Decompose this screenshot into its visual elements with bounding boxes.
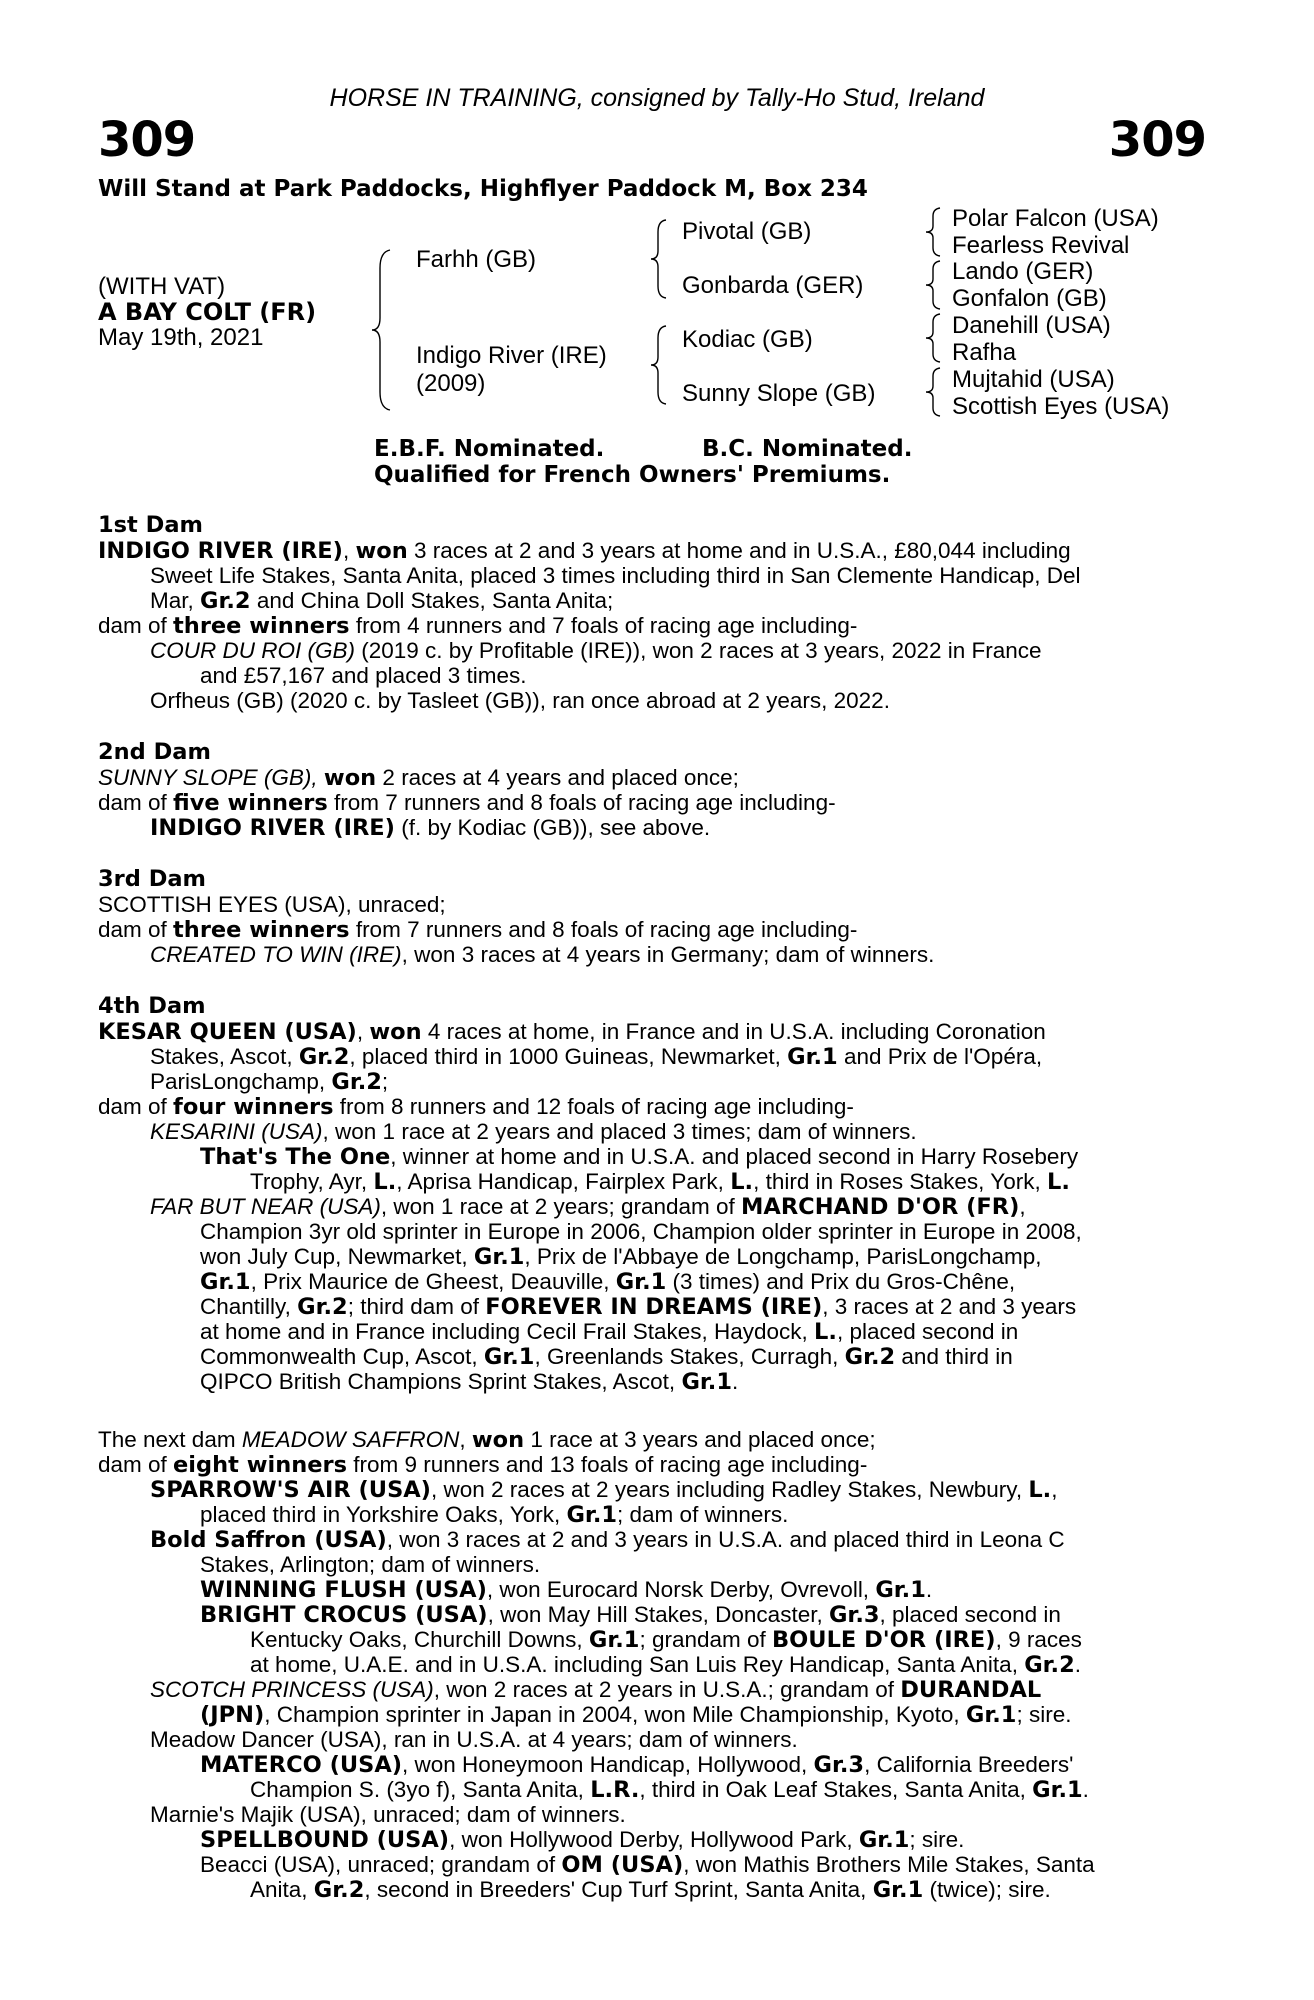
progeny-line: QIPCO British Champions Sprint Stakes, Ascot, Gr.1. [200,1369,739,1395]
progeny-line: SCOTCH PRINCESS (USA), won 2 races at 2 years in U.S.A.; grandam of DURANDAL [150,1677,1042,1703]
progeny-line: SPARROW'S AIR (USA), won 2 races at 2 years including Radley Stakes, Newbury, L., [150,1477,1058,1503]
main-brace [368,248,398,412]
progeny-line: and £57,167 and placed 3 times. [200,663,527,688]
progeny-line: Chantilly, Gr.2; third dam of FOREVER IN DREAMS (IRE), 3 races at 2 and 3 years [200,1294,1077,1320]
ebf-nomination: E.B.F. Nominated. [374,436,605,462]
progeny-line: KESARINI (USA), won 1 race at 2 years and placed 3 times; dam of winners. [150,1119,917,1144]
progeny-line: SPELLBOUND (USA), won Hollywood Derby, Hollywood Park, Gr.1; sire. [200,1827,965,1853]
section-heading: 1st Dam [98,512,203,538]
horse-name: A BAY COLT (FR) [98,298,317,326]
dam-name: Indigo River (IRE) [416,342,607,369]
dam-line: dam of eight winners from 9 runners and 13 foals of racing age including- [98,1452,868,1478]
progeny-line: Orfheus (GB) (2020 c. by Tasleet (GB)), ran once abroad at 2 years, 2022. [150,688,890,713]
progeny-line: INDIGO RIVER (IRE) (f. by Kodiac (GB)), see above. [150,815,711,841]
dam-year: (2009) [416,370,486,397]
progeny-line: MATERCO (USA), won Honeymoon Handicap, Hollywood, Gr.3, California Breeders' [200,1752,1074,1778]
grand-ancestor-1: Polar Falcon (USA) [952,205,1159,232]
progeny-line: Champion 3yr old sprinter in Europe in 2006, Champion older sprinter in Europe in 2008, [200,1219,1082,1244]
progeny-line: Kentucky Oaks, Churchill Downs, Gr.1; grandam of BOULE D'OR (IRE), 9 races [250,1627,1082,1653]
progeny-line: won July Cup, Newmarket, Gr.1, Prix de l'Abbaye de Longchamp, ParisLongchamp, [200,1244,1042,1270]
dam-line: The next dam MEADOW SAFFRON, won 1 race at 3 years and placed once; [98,1427,876,1453]
dam-brace [648,324,672,406]
progeny-line: Bold Saffron (USA), won 3 races at 2 and 3 years in U.S.A. and placed third in Leona C [150,1527,1065,1553]
g-brace-3 [922,312,946,364]
dam-sire: Kodiac (GB) [682,326,813,353]
dam-line: INDIGO RIVER (IRE), won 3 races at 2 and 3 years at home and in U.S.A., £80,044 including [98,538,1071,564]
progeny-line: COUR DU ROI (GB) (2019 c. by Profitable (IRE)), won 2 races at 3 years, 2022 in France [150,638,1042,663]
stand-location: Will Stand at Park Paddocks, Highflyer Paddock M, Box 234 [98,176,868,202]
dam-line: dam of four winners from 8 runners and 12 foals of racing age including- [98,1094,854,1120]
g-brace-4 [922,366,946,418]
dam-line: dam of five winners from 7 runners and 8 foals of racing age including- [98,790,836,816]
progeny-line: placed third in Yorkshire Oaks, York, Gr.1; dam of winners. [200,1502,789,1528]
dam-line: KESAR QUEEN (USA), won 4 races at home, in France and in U.S.A. including Coronation [98,1019,1046,1045]
dam-line: Mar, Gr.2 and China Doll Stakes, Santa Anita; [150,588,614,614]
progeny-line: (JPN), Champion sprinter in Japan in 2004, won Mile Championship, Kyoto, Gr.1; sire. [200,1702,1072,1728]
foaling-date: May 19th, 2021 [98,324,264,351]
grand-ancestor-7: Mujtahid (USA) [952,366,1115,393]
grand-ancestor-5: Danehill (USA) [952,312,1111,339]
vat-note: (WITH VAT) [98,273,226,300]
grand-ancestor-3: Lando (GER) [952,258,1094,285]
dam-line: SUNNY SLOPE (GB), won 2 races at 4 years and placed once; [98,765,739,791]
g-brace-2 [922,259,946,311]
section-heading: 4th Dam [98,993,206,1019]
progeny-line: Marnie's Majik (USA), unraced; dam of winners. [150,1802,626,1827]
sire-sire: Pivotal (GB) [682,218,812,245]
progeny-line: Commonwealth Cup, Ascot, Gr.1, Greenlands Stakes, Curragh, Gr.2 and third in [200,1344,1013,1370]
dam-line: Stakes, Ascot, Gr.2, placed third in 1000 Guineas, Newmarket, Gr.1 and Prix de l'Opéra, [150,1044,1043,1070]
french-premiums: Qualified for French Owners' Premiums. [374,462,891,488]
progeny-line: BRIGHT CROCUS (USA), won May Hill Stakes, Doncaster, Gr.3, placed second in [200,1602,1061,1628]
lot-number-right: 309 [1108,112,1206,168]
progeny-line: Champion S. (3yo f), Santa Anita, L.R., third in Oak Leaf Stakes, Santa Anita, Gr.1. [250,1777,1089,1803]
progeny-line: Stakes, Arlington; dam of winners. [200,1552,541,1577]
grand-ancestor-8: Scottish Eyes (USA) [952,393,1170,420]
sire-name: Farhh (GB) [416,246,537,273]
sire-dam: Gonbarda (GER) [682,272,864,299]
lot-number-left: 309 [98,112,196,168]
consignor-heading: HORSE IN TRAINING, consigned by Tally-Ho Stud, Ireland [329,84,985,112]
progeny-line: Beacci (USA), unraced; grandam of OM (USA), won Mathis Brothers Mile Stakes, Santa [200,1852,1095,1878]
progeny-line: FAR BUT NEAR (USA), won 1 race at 2 years; grandam of MARCHAND D'OR (FR), [150,1194,1026,1220]
dam-line: dam of three winners from 4 runners and 7 foals of racing age including- [98,613,858,639]
g-brace-1 [922,206,946,258]
grand-ancestor-4: Gonfalon (GB) [952,285,1107,312]
dam-dam: Sunny Slope (GB) [682,380,876,407]
dam-name: INDIGO RIVER (IRE) [98,538,343,564]
progeny-line: at home and in France including Cecil Frail Stakes, Haydock, L., placed second in [200,1319,1019,1345]
progeny-line: CREATED TO WIN (IRE), won 3 races at 4 years in Germany; dam of winners. [150,942,935,967]
grand-ancestor-6: Rafha [952,339,1017,366]
progeny-line: Anita, Gr.2, second in Breeders' Cup Turf Sprint, Santa Anita, Gr.1 (twice); sire. [250,1877,1051,1903]
sire-brace [648,218,672,300]
dam-line: Sweet Life Stakes, Santa Anita, placed 3 times including third in San Clemente Handicap, Del [150,563,1081,588]
section-heading: 3rd Dam [98,866,206,892]
dam-line: ParisLongchamp, Gr.2; [150,1069,389,1095]
progeny-line: Gr.1, Prix Maurice de Gheest, Deauville, Gr.1 (3 times) and Prix du Gros-Chêne, [200,1269,1016,1295]
progeny-line: WINNING FLUSH (USA), won Eurocard Norsk Derby, Ovrevoll, Gr.1. [200,1577,933,1603]
progeny-line: That's The One, winner at home and in U.S.A. and placed second in Harry Rosebery [200,1144,1079,1170]
grand-ancestor-2: Fearless Revival [952,232,1130,259]
won-label: won [355,538,408,564]
dam-line: SCOTTISH EYES (USA), unraced; [98,892,446,917]
bc-nomination: B.C. Nominated. [702,436,913,462]
progeny-line: at home, U.A.E. and in U.S.A. including San Luis Rey Handicap, Santa Anita, Gr.2. [250,1652,1082,1678]
dam-line: dam of three winners from 7 runners and 8 foals of racing age including- [98,917,858,943]
section-heading: 2nd Dam [98,739,211,765]
progeny-line: Trophy, Ayr, L., Aprisa Handicap, Fairplex Park, L., third in Roses Stakes, York, L. [250,1169,1070,1195]
progeny-line: Meadow Dancer (USA), ran in U.S.A. at 4 years; dam of winners. [150,1727,798,1752]
